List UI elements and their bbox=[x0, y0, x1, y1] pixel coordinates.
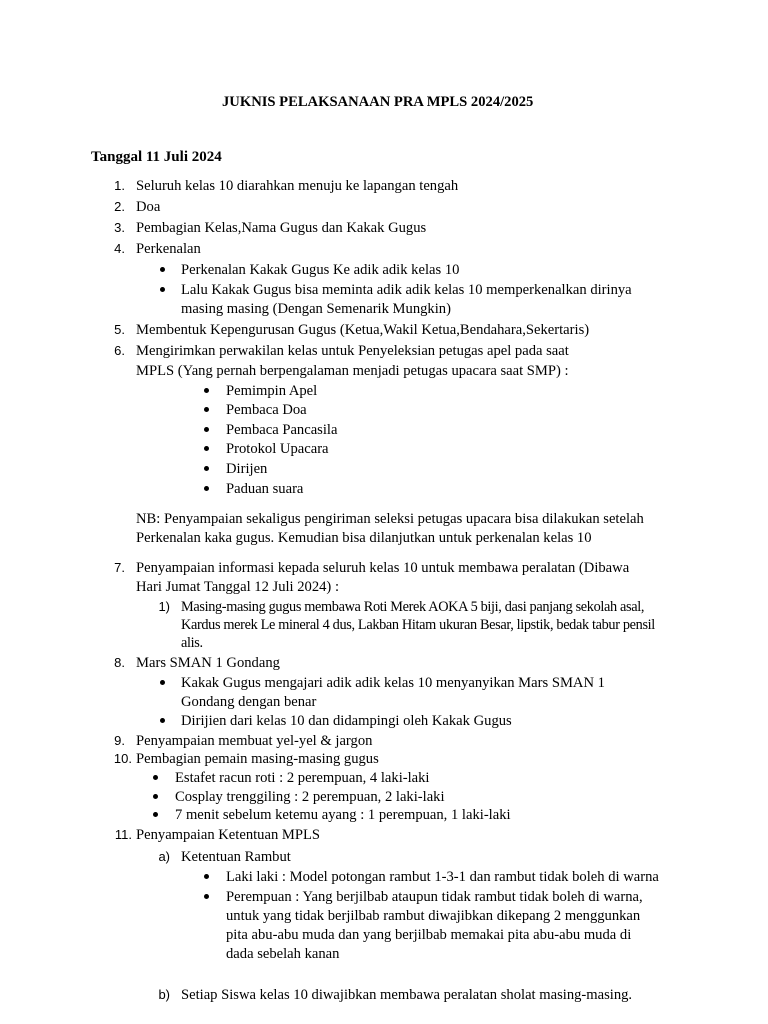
bullet-icon bbox=[204, 427, 209, 432]
list-item-text: Perkenalan bbox=[136, 241, 201, 257]
bullet-icon bbox=[204, 388, 209, 393]
bullet-text: pita abu-abu muda dan yang berjilbab memakai pita abu-abu muda di bbox=[226, 927, 632, 943]
role-item: Dirijen bbox=[226, 461, 268, 477]
sublist-text: Kardus merek Le mineral 4 dus, Lakban Hitam ukuran Besar, lipstik, bedak tabur pensil bbox=[181, 617, 655, 633]
list-item-text: Pembagian Kelas,Nama Gugus dan Kakak Gugus bbox=[136, 220, 427, 236]
bullet-text: Perkenalan Kakak Gugus Ke adik adik kelas 10 bbox=[181, 262, 460, 278]
date-heading: Tanggal 11 Juli 2024 bbox=[91, 149, 222, 165]
bullet-text: untuk yang tidak berjilbab rambut diwajibkan dikepang 2 menggunkan bbox=[226, 908, 641, 924]
role-item: Pembaca Pancasila bbox=[226, 422, 338, 438]
bullet-icon bbox=[160, 680, 165, 685]
bullet-icon bbox=[160, 287, 165, 292]
sublist-text: Setiap Siswa kelas 10 diwajibkan membawa peralatan sholat masing-masing. bbox=[181, 987, 633, 1003]
list-number: 6. bbox=[114, 343, 125, 358]
sublist-letter: a) bbox=[158, 849, 170, 864]
list-item-text: Penyampaian informasi kepada seluruh kelas 10 untuk membawa peralatan (Dibawa bbox=[136, 560, 630, 576]
list-item-text: Mengirimkan perwakilan kelas untuk Penyeleksian petugas apel pada saat bbox=[136, 343, 569, 359]
role-item: Paduan suara bbox=[226, 481, 304, 497]
bullet-text: Dirijien dari kelas 10 dan didampingi oleh Kakak Gugus bbox=[181, 713, 512, 729]
list-number: 2. bbox=[114, 199, 125, 214]
bullet-text: dada sebelah kanan bbox=[226, 946, 340, 962]
list-number: 1. bbox=[114, 178, 125, 193]
sublist-text: Ketentuan Rambut bbox=[181, 849, 291, 865]
bullet-icon bbox=[204, 446, 209, 451]
document-title: JUKNIS PELAKSANAAN PRA MPLS 2024/2025 bbox=[222, 94, 534, 110]
note-text: NB: Penyampaian sekaligus pengiriman seleksi petugas upacara bisa dilakukan setelah bbox=[136, 511, 644, 527]
list-number: 5. bbox=[114, 322, 125, 337]
list-item-text: Penyampaian membuat yel-yel & jargon bbox=[136, 733, 373, 749]
bullet-text: Lalu Kakak Gugus bisa meminta adik adik kelas 10 memperkenalkan dirinya bbox=[181, 282, 632, 298]
bullet-icon bbox=[204, 894, 209, 899]
bullet-text: Kakak Gugus mengajari adik adik kelas 10 menyanyikan Mars SMAN 1 bbox=[181, 675, 605, 691]
bullet-icon bbox=[153, 775, 158, 780]
list-item-text: Seluruh kelas 10 diarahkan menuju ke lapangan tengah bbox=[136, 178, 459, 194]
list-number: 7. bbox=[114, 560, 125, 575]
list-item-text: Penyampaian Ketentuan MPLS bbox=[136, 827, 321, 843]
bullet-text: Perempuan : Yang berjilbab ataupun tidak rambut tidak boleh di warna, bbox=[226, 889, 643, 905]
list-number: 11. bbox=[114, 827, 132, 842]
sublist-number: 1) bbox=[158, 599, 170, 614]
list-item-text: Hari Jumat Tanggal 12 Juli 2024) : bbox=[136, 579, 339, 595]
bullet-text: Laki laki : Model potongan rambut 1-3-1 dan rambut tidak boleh di warna bbox=[226, 869, 659, 885]
role-item: Pembaca Doa bbox=[226, 402, 307, 418]
list-number: 8. bbox=[114, 655, 125, 670]
bullet-icon bbox=[204, 486, 209, 491]
bullet-icon bbox=[153, 794, 158, 799]
list-item-text: Pembagian pemain masing-masing gugus bbox=[136, 751, 379, 767]
bullet-icon bbox=[204, 466, 209, 471]
list-item-text: MPLS (Yang pernah berpengalaman menjadi petugas upacara saat SMP) : bbox=[136, 363, 569, 379]
bullet-text: 7 menit sebelum ketemu ayang : 1 perempuan, 1 laki-laki bbox=[175, 807, 511, 823]
bullet-text: Cosplay trenggiling : 2 perempuan, 2 laki-laki bbox=[175, 789, 445, 805]
sublist-text: alis. bbox=[181, 635, 203, 651]
list-number: 3. bbox=[114, 220, 125, 235]
list-item-text: Mars SMAN 1 Gondang bbox=[136, 655, 280, 671]
list-item-text: Membentuk Kepengurusan Gugus (Ketua,Wakil Ketua,Bendahara,Sekertaris) bbox=[136, 322, 590, 338]
bullet-icon bbox=[204, 874, 209, 879]
list-number: 10. bbox=[113, 751, 132, 766]
note-text: Perkenalan kaka gugus. Kemudian bisa dilanjutkan untuk perkenalan kelas 10 bbox=[136, 530, 592, 546]
bullet-text: Estafet racun roti : 2 perempuan, 4 laki-laki bbox=[175, 770, 430, 786]
role-item: Pemimpin Apel bbox=[226, 383, 318, 399]
bullet-icon bbox=[160, 267, 165, 272]
bullet-icon bbox=[160, 718, 165, 723]
list-number: 4. bbox=[114, 241, 125, 256]
list-number: 9. bbox=[114, 733, 125, 748]
sublist-letter: b) bbox=[158, 987, 170, 1002]
bullet-icon bbox=[204, 407, 209, 412]
bullet-icon bbox=[153, 812, 158, 817]
list-item-text: Doa bbox=[136, 199, 161, 215]
bullet-text: Gondang dengan benar bbox=[181, 694, 317, 710]
sublist-text: Masing-masing gugus membawa Roti Merek AOKA 5 biji, dasi panjang sekolah asal, bbox=[181, 599, 645, 615]
role-item: Protokol Upacara bbox=[226, 441, 329, 457]
bullet-text: masing masing (Dengan Semenarik Mungkin) bbox=[181, 301, 451, 317]
